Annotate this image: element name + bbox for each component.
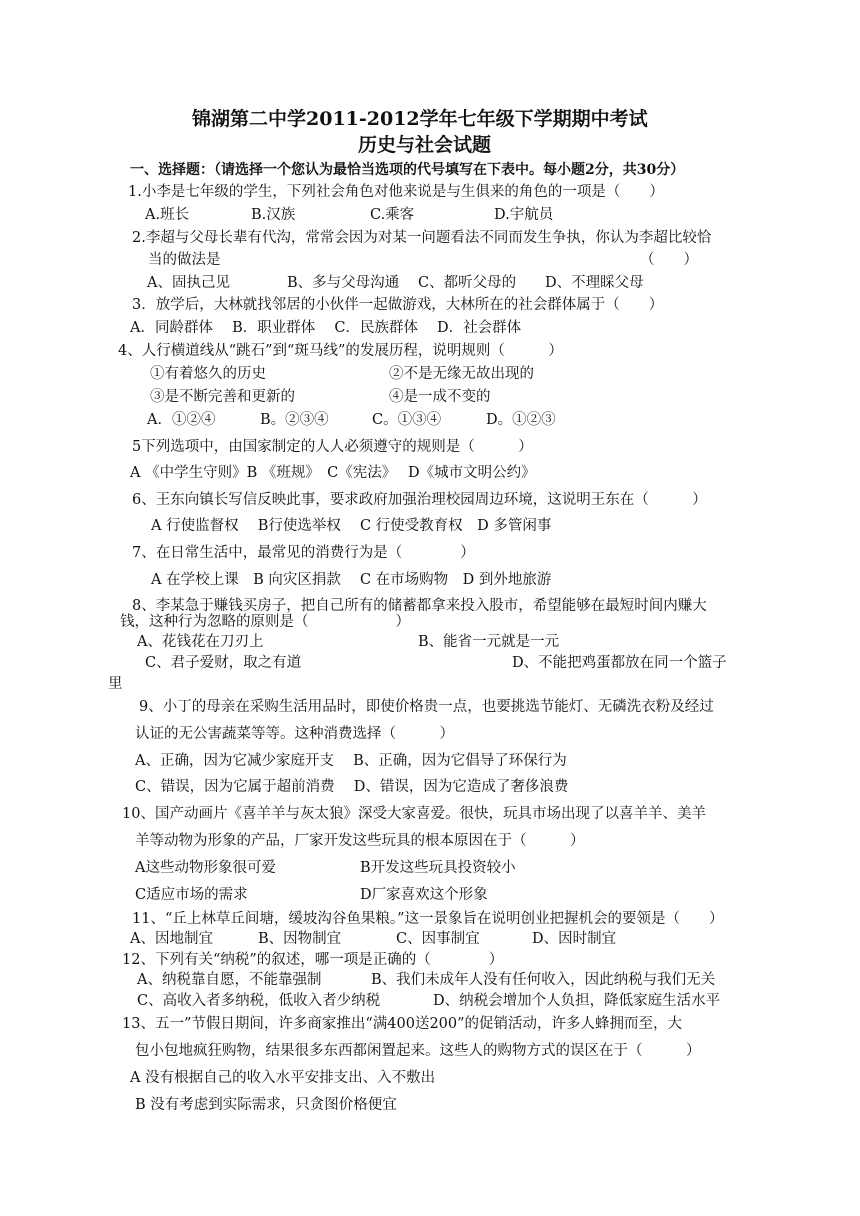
question-1-option-c: C.乘客 — [370, 207, 415, 223]
question-9-options-cd: C、错误，因为它属于超前消费 D、错误，因为它造成了奢侈浪费 — [135, 779, 569, 795]
question-11-option-b: B、因物制宜 — [258, 931, 342, 947]
question-2-stem-line2: 当的做法是 — [148, 252, 221, 268]
question-3-stem: 3．放学后，大林就找邻居的小伙伴一起做游戏，大林所在的社会群体属于（ ） — [132, 297, 664, 313]
question-2-stem-line1: 2.李超与父母长辈有代沟，常常会因为对某一问题看法不同而发生争执，你认为李超比较恰 — [132, 230, 712, 246]
question-5-options: A 《中学生守则》B 《班规》 C《宪法》 D《城市文明公约》 — [130, 465, 536, 481]
question-4-statement-4: ④是一成不变的 — [389, 389, 491, 405]
question-11-option-c: C、因事制宜 — [396, 931, 480, 947]
question-8-stem-line1: 8、李某急于赚钱买房子，把自己所有的储蓄都拿来投入股市，希望能够在最短时间内赚大 — [132, 598, 707, 614]
question-11-stem: 11、“丘上林草丘间塘，缓坡沟谷鱼果粮。”这一景象旨在说明创业把握机会的要领是（ ） — [132, 911, 724, 927]
question-7-stem: 7、在日常生活中，最常见的消费行为是（ ） — [132, 545, 475, 561]
question-1-stem: 1.小李是七年级的学生，下列社会角色对他来说是与生俱来的角色的一项是（ ） — [128, 184, 664, 200]
question-11-option-d: D、因时制宜 — [532, 931, 617, 947]
question-8-option-d: D、不能把鸡蛋都放在同一个篮子 — [512, 655, 727, 671]
question-2-option-d: D、不理睬父母 — [545, 275, 644, 291]
question-2-option-c: C、都听父母的 — [418, 275, 517, 291]
question-10-option-a: A这些动物形象很可爱 — [135, 860, 276, 876]
question-10-option-d: D厂家喜欢这个形象 — [360, 887, 488, 903]
question-12-option-b: B、我们未成年人没有任何收入，因此纳税与我们无关 — [371, 972, 716, 988]
question-12-option-a: A、纳税靠自愿，不能靠强制 — [137, 972, 322, 988]
question-4-stem: 4、人行横道线从“跳石”到“斑马线”的发展历程，说明规则（ ） — [118, 343, 563, 359]
question-13-stem-line2: 包小包地疯狂购物，结果很多东西都闲置起来。这些人的购物方式的误区在于（ ） — [135, 1043, 701, 1059]
question-4-option-c: C。①③④ — [372, 412, 442, 428]
question-9-stem-line2: 认证的无公害蔬菜等等。这种消费选择（ ） — [135, 726, 454, 742]
question-6-stem: 6、王东向镇长写信反映此事，要求政府加强治理校园周边环境，这说明王东在（ ） — [132, 492, 707, 508]
question-2-option-a: A、固执己见 — [147, 275, 230, 291]
question-8-option-b: B、能省一元就是一元 — [418, 634, 560, 650]
question-10-stem-line1: 10、国产动画片《喜羊羊与灰太狼》深受大家喜爱。很快，玩具市场出现了以喜羊羊、美羊 — [122, 806, 706, 822]
question-6-options: A 行使监督权 B行使选举权 C 行使受教育权 D 多管闲事 — [151, 518, 552, 534]
question-13-option-b: B 没有考虑到实际需求，只贪图价格便宜 — [135, 1097, 397, 1113]
question-1-option-b: B.汉族 — [251, 207, 296, 223]
question-10-option-c: C适应市场的需求 — [135, 887, 248, 903]
question-4-statement-3: ③是不断完善和更新的 — [150, 389, 295, 405]
question-4-statement-1: ①有着悠久的历史 — [150, 366, 266, 382]
question-11-option-a: A、因地制宜 — [130, 931, 213, 947]
section-heading: 一、选择题：（请选择一个您认为最恰当选项的代号填写在下表中。每小题2分，共30分） — [130, 162, 685, 178]
question-1-option-a: A.班长 — [145, 207, 190, 223]
question-12-option-d: D、纳税会增加个人负担，降低家庭生活水平 — [433, 993, 721, 1009]
question-12-stem: 12、下列有关“纳税”的叙述，哪一项是正确的（ ） — [122, 952, 504, 968]
question-13-stem-line1: 13、五一”节假日期间，许多商家推出“满400送200”的促销活动，许多人蜂拥而至，大 — [122, 1016, 683, 1032]
question-3-options: A．同龄群体 B．职业群体 C．民族群体 D．社会群体 — [130, 320, 522, 336]
question-2-answer-paren: （ ） — [640, 252, 698, 268]
question-8-option-d-wrap: 里 — [108, 676, 123, 692]
question-4-option-a: A．①②④ — [147, 412, 216, 428]
question-7-options: A 在学校上课 B 向灾区捐款 C 在市场购物 D 到外地旅游 — [151, 572, 552, 588]
question-5-stem: 5下列选项中，由国家制定的人人必须遵守的规则是（ ） — [132, 439, 533, 455]
exam-title: 锦湖第二中学2011-2012学年七年级下学期期中考试 — [192, 108, 648, 130]
question-4-option-d: D。①②③ — [486, 412, 556, 428]
question-12-option-c: C、高收入者多纳税，低收入者少纳税 — [137, 993, 381, 1009]
question-10-stem-line2: 羊等动物为形象的产品，厂家开发这些玩具的根本原因在于（ ） — [135, 833, 585, 849]
exam-subtitle: 历史与社会试题 — [358, 134, 492, 156]
question-8-stem-line2: 钱，这种行为忽略的原则是（ ） — [120, 614, 410, 630]
question-4-statement-2: ②不是无缘无故出现的 — [389, 366, 534, 382]
question-8-option-c: C、君子爱财，取之有道 — [145, 655, 302, 671]
question-13-option-a: A 没有根据自己的收入水平安排支出、入不敷出 — [130, 1070, 436, 1086]
question-4-option-b: B。②③④ — [260, 412, 329, 428]
question-10-option-b: B开发这些玩具投资较小 — [360, 860, 516, 876]
question-1-option-d: D.宇航员 — [494, 207, 554, 223]
question-9-options-ab: A、正确，因为它减少家庭开支 B、正确，因为它倡导了环保行为 — [135, 753, 567, 769]
question-8-option-a: A、花钱花在刀刃上 — [137, 634, 264, 650]
question-9-stem-line1: 9、小丁的母亲在采购生活用品时，即使价格贵一点，也要挑选节能灯、无磷洗衣粉及经过 — [139, 699, 714, 715]
question-2-option-b: B、多与父母沟通 — [287, 275, 400, 291]
